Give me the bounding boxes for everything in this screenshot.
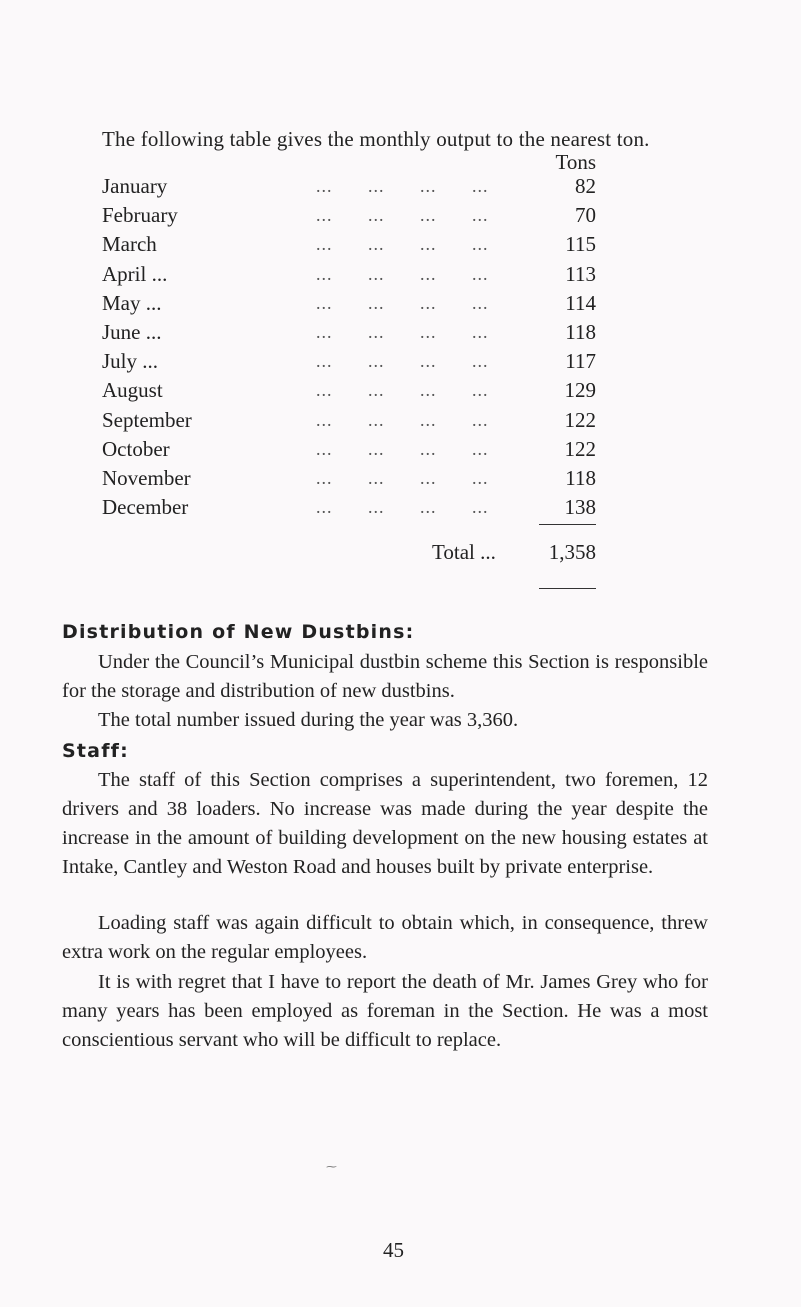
total-rule-bottom (539, 588, 596, 589)
month-label: August (102, 378, 163, 403)
table-row (102, 260, 596, 289)
table-row (102, 376, 596, 405)
table-row (102, 406, 596, 435)
month-label: May ... (102, 290, 162, 315)
table-row (102, 289, 596, 318)
dot-leader: ... ... ... ... (316, 263, 489, 284)
month-label: June ... (102, 320, 162, 345)
dot-leader: ... ... ... ... (316, 497, 489, 518)
month-label: November (102, 465, 191, 490)
table-row (102, 318, 596, 347)
tons-value: 118 (565, 465, 596, 490)
total-value: 1,358 (548, 540, 596, 564)
tons-value: 117 (565, 349, 596, 374)
staff-paragraph: The staff of this Section comprises a superintendent, two foremen, 12 drivers and 38 loaders. No increase was made during the year despite the increase in the amount of building development on the new housing estates at Intake, Cantley and Weston Road and houses built by private enterprise. (62, 769, 708, 878)
table-row (102, 435, 596, 464)
tons-value: 114 (565, 290, 596, 315)
dot-leader: ... ... ... ... (316, 351, 489, 372)
table-row (102, 230, 596, 259)
tons-value: 115 (565, 232, 596, 257)
dot-leader: ... ... ... ... (316, 380, 489, 401)
tons-value: 82 (575, 174, 596, 199)
table-intro: The following table gives the monthly output to the nearest ton. (102, 127, 650, 151)
distribution-paragraph: The total number issued during the year was 3,360. (98, 709, 519, 731)
dot-leader: ... ... ... ... (316, 438, 489, 459)
month-label: September (102, 407, 192, 432)
dot-leader: ... ... ... ... (316, 176, 489, 197)
page-number: 45 (383, 1238, 404, 1262)
table-row (102, 493, 596, 522)
tons-value: 118 (565, 320, 596, 345)
tons-column-header: Tons (555, 150, 596, 174)
month-label: March (102, 232, 157, 257)
monthly-output-table (102, 172, 596, 522)
dot-leader: ... ... ... ... (316, 292, 489, 313)
staff-heading: Staff: (62, 740, 129, 762)
tons-value: 70 (575, 203, 596, 228)
distribution-heading: Distribution of New Dustbins: (62, 621, 415, 643)
total-label: Total ... (432, 540, 496, 564)
total-rule-top (539, 524, 596, 525)
month-label: April ... (102, 261, 168, 286)
dot-leader: ... ... ... ... (316, 467, 489, 488)
dot-leader: ... ... ... ... (316, 234, 489, 255)
month-label: December (102, 495, 189, 520)
staff-paragraph: Loading staff was again difficult to obtain which, in consequence, threw extra work on the regular employees. (62, 912, 708, 963)
distribution-paragraph: Under the Council’s Municipal dustbin scheme this Section is responsible for the storage and distribution of new dustbins. (62, 651, 708, 702)
tons-value: 113 (565, 261, 596, 286)
table-row (102, 172, 596, 201)
dot-leader: ... ... ... ... (316, 409, 489, 430)
tons-value: 122 (564, 407, 596, 432)
tons-value: 122 (564, 436, 596, 461)
tons-value: 138 (564, 495, 596, 520)
month-label: October (102, 436, 170, 461)
month-label: January (102, 174, 168, 199)
month-label: July ... (102, 349, 159, 374)
dot-leader: ... ... ... ... (316, 205, 489, 226)
staff-paragraph: It is with regret that I have to report the death of Mr. James Grey who for many years has been employed as foreman in the Section. He was a most conscientious servant who will be difficult to replace. (62, 971, 708, 1051)
table-row (102, 347, 596, 376)
tons-value: 129 (564, 378, 596, 403)
printer-ornament: ⁓ (326, 1161, 337, 1173)
month-label: February (102, 203, 178, 228)
table-row (102, 464, 596, 493)
dot-leader: ... ... ... ... (316, 322, 489, 343)
table-row (102, 201, 596, 230)
